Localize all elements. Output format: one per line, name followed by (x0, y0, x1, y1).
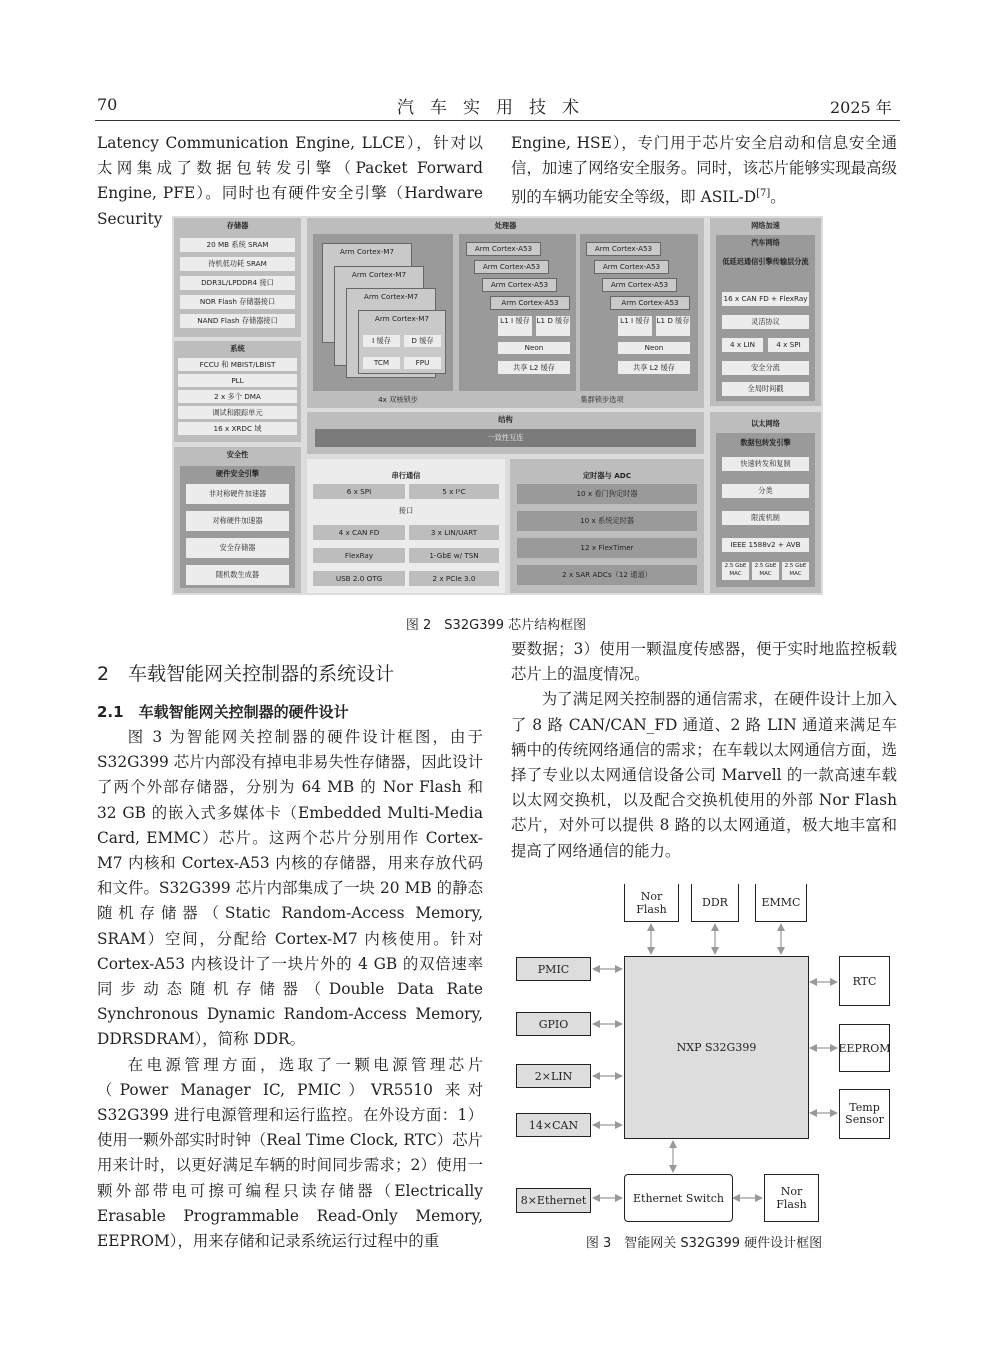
a53-l2: 共享 L2 缓存 (498, 361, 570, 374)
system-title: 系统 (230, 344, 245, 353)
pfe-title: 数据包转发引擎 (740, 438, 791, 447)
a53-l1d: L1 D 缓存 (536, 316, 570, 336)
network-item: 安全分流 (722, 361, 809, 375)
interface-item: 2 x PCIe 3.0 (409, 571, 499, 586)
a53-label: Arm Cortex-A53 (610, 280, 669, 289)
cluster-lockstep-label: 集群锁步选项 (580, 395, 624, 404)
interface-item: 3 x LIN/UART (409, 525, 499, 540)
a53-label: Arm Cortex-A53 (482, 262, 541, 271)
rtc-box: RTC (839, 956, 890, 1006)
a53-neon: Neon (498, 342, 570, 354)
ethernet-item: 限流机制 (722, 511, 809, 525)
nor-flash-box: Nor Flash (624, 884, 679, 922)
m7-label: Arm Cortex-M7 (374, 314, 430, 323)
gpio-box: GPIO (516, 1012, 591, 1036)
system-item: PLL (178, 374, 297, 387)
security-item: 非对称硬件加速器 (186, 484, 289, 504)
ethernet-item: 快速转发和复制 (722, 457, 809, 471)
network-item: 灵活协议 (722, 315, 809, 329)
section-2-1-title: 2.1 车载智能网关控制器的硬件设计 (97, 703, 349, 721)
security-item: 对称硬件加速器 (186, 511, 289, 531)
vehicle-net-title: 汽车网络 (751, 238, 780, 247)
figure-2-caption: 图 2 S32G399 芯片结构框图 (405, 618, 587, 633)
eeprom-box: EEPROM (839, 1024, 890, 1072)
a53-l1i: L1 I 缓存 (498, 316, 532, 336)
memory-title: 存储器 (226, 221, 249, 230)
timer-item: 10 x 系统定时器 (517, 511, 697, 531)
memory-item: NAND Flash 存储器接口 (180, 314, 295, 328)
network-item: 全局时间戳 (722, 382, 809, 396)
m7-label: Arm Cortex-M7 (351, 270, 407, 279)
system-item: 调试和跟踪单元 (178, 406, 297, 419)
section-2-title: 2 车载智能网关控制器的系统设计 (97, 663, 395, 685)
can-box: 14×CAN (516, 1113, 591, 1137)
lockstep-label: 4x 双核锁步 (378, 395, 418, 404)
ethernet-item: 分类 (722, 484, 809, 498)
soc-box: NXP S32G399 (624, 956, 809, 1139)
figure-3-caption: 图 3 智能网关 S32G399 硬件设计框图 (585, 1236, 823, 1251)
ethernet-ports-box: 8×Ethernet (516, 1188, 591, 1213)
m7-label: Arm Cortex-M7 (339, 247, 395, 256)
paragraph: 图 3 为智能网关控制器的硬件设计框图，由于 S32G399 芯片内部没有掉电非易失性存储器，因此设计了两个外部存储器，分别为 64 MB 的 Nor Flash 和 32 GB 的嵌入式多媒体卡（Embedded Multi-Media Card, EMMC）芯片。这两个芯片分别用作 Cortex-M7 内核和 Cortex-A53 内核的存储器，用来存放代码和文件。S32G399 芯片内部集成了一块 20 MB 的静态随机存储器（Static Random-Access Memory, SRAM）空间，分配给 Cortex-M7 内核使用。针对 Cortex-A53 内核设计了一块片外的 4 GB 的双倍速率同步动态随机存储器（Double Data Rate Synchronous Dynamic Random-Access Memory, DDRSDRAM），简称 DDR。 (97, 728, 483, 1049)
ethernet-port: 2.5 GbE MAC (782, 562, 809, 580)
ethernet-switch-box: Ethernet Switch (624, 1174, 733, 1222)
interface-item: FlexRay (313, 548, 405, 563)
a53-label: Arm Cortex-A53 (490, 280, 549, 289)
memory-item: 20 MB 系统 SRAM (180, 238, 295, 252)
interface-item: USB 2.0 OTG (313, 571, 405, 586)
ethernet-title: 以太网络 (751, 419, 780, 428)
figure-2-block-diagram (172, 216, 823, 595)
header-rule (95, 120, 900, 121)
llce-label: 低延迟通信引擎传输层分流 (722, 257, 809, 266)
structure-title: 结构 (498, 415, 513, 424)
paragraph: 要数据；3）使用一颗温度传感器，便于实时地监控板载芯片上的温度情况。 (511, 640, 897, 684)
interface-item: 4 x CAN FD (313, 525, 405, 540)
emmc-box: EMMC (755, 884, 807, 922)
journal-year: 2025 年 (830, 98, 892, 117)
hse-title: 硬件安全引擎 (215, 469, 260, 478)
a53-label: Arm Cortex-A53 (474, 244, 533, 253)
security-item: 随机数生成器 (186, 565, 289, 585)
a53-l1d: L1 D 缓存 (656, 316, 690, 336)
ddr-box: DDR (691, 884, 739, 922)
timer-item: 2 x SAR ADCs（12 通道） (517, 565, 697, 585)
paragraph: 在电源管理方面，选取了一颗电源管理芯片（Power Manager IC, PMIC）VR5510 来对 S32G399 进行电源管理和运行监控。在外设方面：1）使用一颗外部实时时钟（Real Time Clock, RTC）芯片用来计时，以更好满足车辆的时间同步需求；2）使用一颗外部带电可擦可编程只读存储器（Electrically Erasable Programmable Read-Only Memory, EEPROM），用来存储和记录系统运行过程中的重 (97, 1055, 483, 1251)
system-item: 2 x 多个 DMA (178, 390, 297, 403)
serial-item: 6 x SPI (313, 484, 405, 499)
page-number: 70 (97, 95, 118, 114)
m7-icache: I 缓存 (363, 335, 400, 347)
serial-title: 串行通信 (391, 471, 421, 480)
serial-item: 5 x I²C (409, 484, 499, 499)
memory-item: 待机低功耗 SRAM (180, 257, 295, 271)
interface-item: 1-GbE w/ TSN (409, 548, 499, 563)
m7-tcm: TCM (363, 357, 400, 369)
system-item: 16 x XRDC 域 (178, 422, 297, 435)
timer-item: 10 x 看门狗定时器 (517, 484, 697, 504)
ethernet-port: 2.5 GbE MAC (722, 562, 749, 580)
timer-item: 12 x FlexTimer (517, 538, 697, 558)
a53-neon: Neon (618, 342, 690, 354)
a53-label: Arm Cortex-A53 (594, 244, 653, 253)
timer-title: 定时器与 ADC (582, 471, 632, 480)
m7-dcache: D 缓存 (404, 335, 441, 347)
security-item: 安全存储器 (186, 538, 289, 558)
memory-item: NOR Flash 存储器接口 (180, 295, 295, 309)
ethernet-port: 2.5 GbE MAC (752, 562, 779, 580)
a53-label: Arm Cortex-A53 (621, 298, 679, 307)
top-right-paragraph: Engine, HSE），专门用于芯片安全启动和信息安全通信，加速了网络安全服务。同时，该芯片能够实现最高级别的车辆功能安全等级，即 ASIL-D[7]。 (511, 134, 897, 207)
system-item: FCCU 和 MBIST/LBIST (178, 358, 297, 371)
m7-label: Arm Cortex-M7 (363, 292, 419, 301)
top-left-paragraph: Latency Communication Engine, LLCE），针对以太网集成了数据包转发引擎（Packet Forward Engine, PFE）。同时也有硬件安全引擎（Hardware Security (97, 134, 483, 228)
a53-label: Arm Cortex-A53 (602, 262, 661, 271)
m7-fpu: FPU (404, 357, 441, 369)
memory-item: DDR3L/LPDDR4 接口 (180, 276, 295, 290)
interface-title: 接口 (398, 506, 414, 515)
switch-nor-flash-box: Nor Flash (764, 1174, 819, 1222)
lin-box: 2×LIN (516, 1064, 591, 1088)
paragraph: 为了满足网关控制器的通信需求，在硬件设计上加入了 8 路 CAN/CAN_FD 通道、2 路 LIN 通道来满足车辆中的传统网络通信的需求；在车载以太网通信方面，选择了专业以太网通信设备公司 Marvell 的一款高速车载以太网交换机，以及配合交换机使用的外部 Nor Flash 芯片，对外可以提供 8 路的以太网通道，极大地丰富和提高了网络通信的能力。 (511, 690, 897, 860)
a53-label: Arm Cortex-A53 (501, 298, 559, 307)
ethernet-item: IEEE 1588v2 + AVB (722, 538, 809, 552)
pmic-box: PMIC (516, 957, 591, 981)
network-item: 4 x LIN (722, 338, 763, 352)
a53-l1i: L1 I 缓存 (618, 316, 652, 336)
processor-title: 处理器 (494, 221, 517, 230)
left-column-body (97, 725, 483, 1254)
network-item: 4 x SPI (768, 338, 809, 352)
journal-name: 汽车实用技术 (397, 98, 595, 118)
network-item: 16 x CAN FD + FlexRay (722, 292, 809, 306)
a53-l2: 共享 L2 缓存 (618, 361, 690, 374)
temp-sensor-box: Temp Sensor (839, 1089, 890, 1139)
security-title: 安全性 (226, 450, 249, 459)
right-column-body (511, 637, 897, 864)
network-title: 网络加速 (751, 221, 780, 230)
interconnect: 一致性互连 (315, 429, 696, 447)
